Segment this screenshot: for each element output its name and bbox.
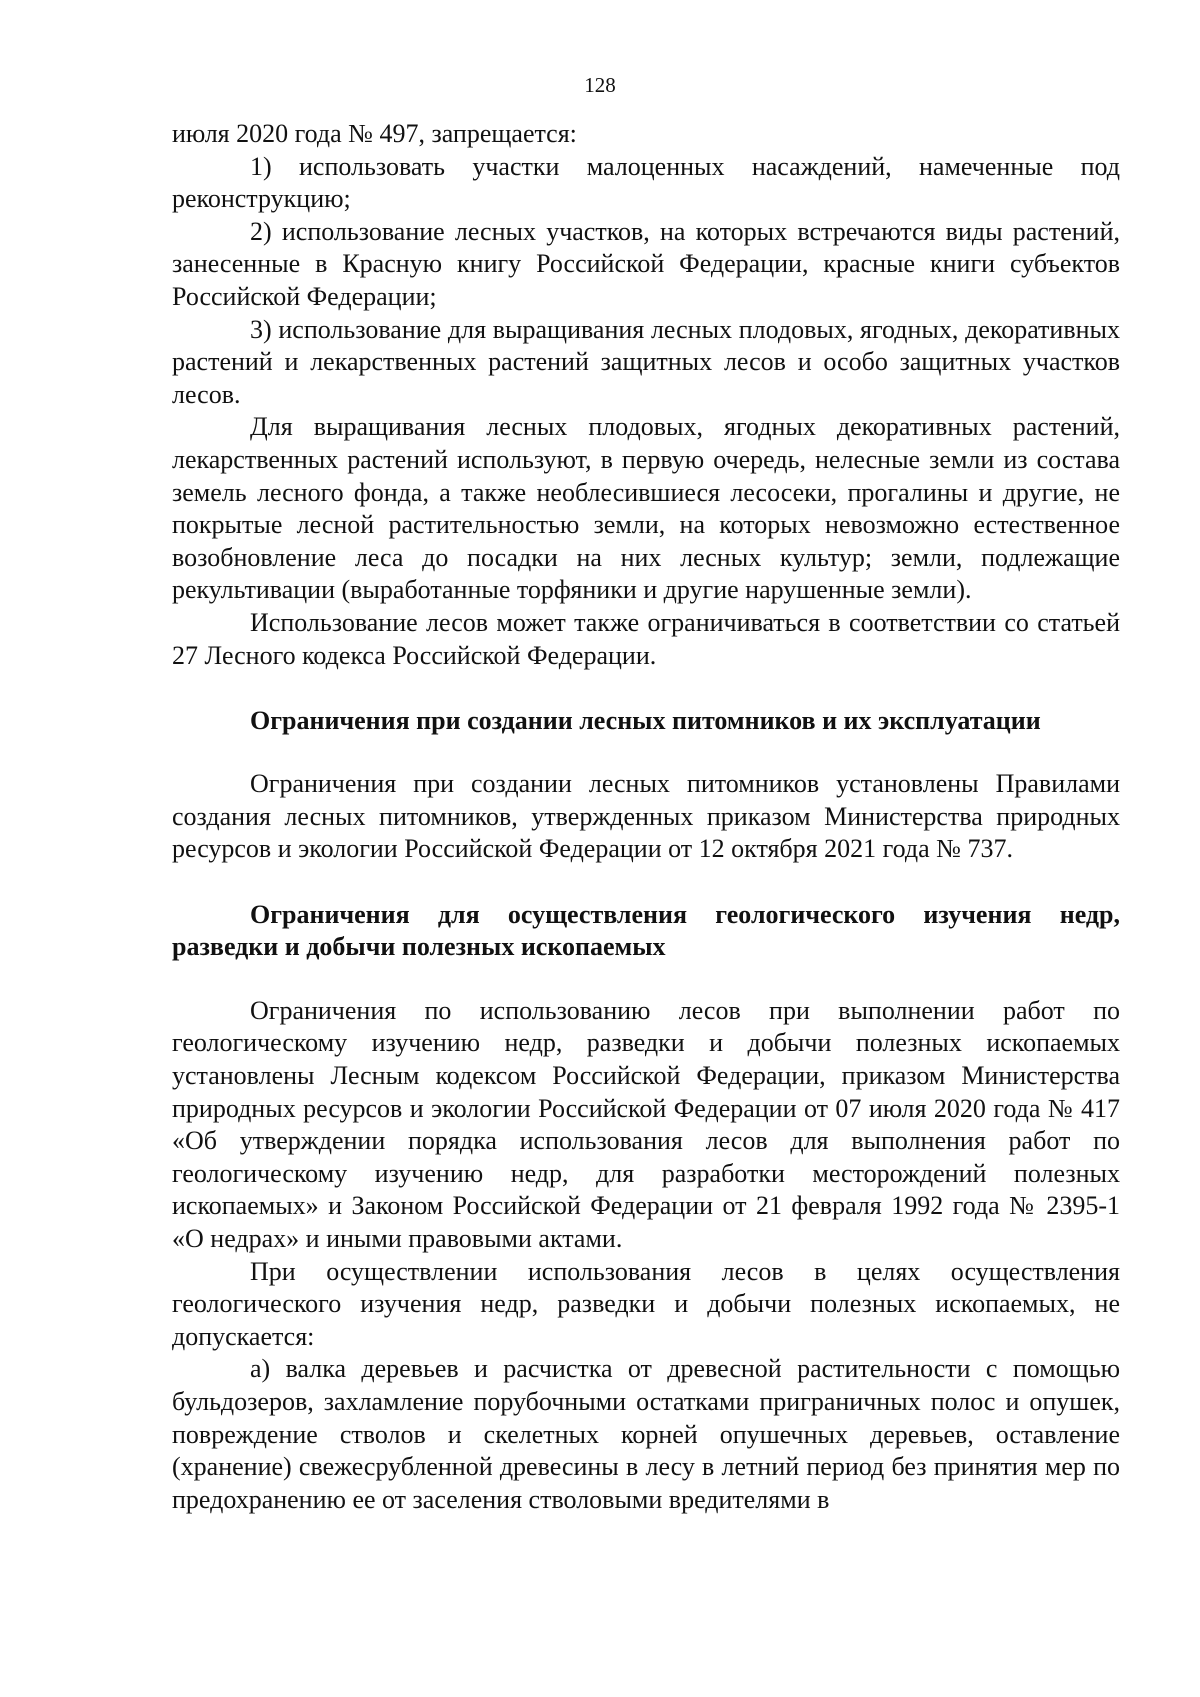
paragraph-geology-restrictions: Ограничения по использованию лесов при выполнении работ по геологическому изучению недр, разведки и добычи полезных ископаемых установлены Лесным кодексом Российской Федерации, приказом Министерства природных ресурсов и экологии Российской Федерации от 07 июля 2020 года № 417 «Об утверждении порядка использования лесов для выполнения работ по геологическому изучению недр, для разработки месторождений полезных ископаемых» и Законом Российской Федерации от 21 февраля 1992 года № 2395-1 «О недрах» и иными правовыми актами.	[172, 995, 1120, 1253]
spacer	[172, 737, 1120, 768]
spacer	[172, 672, 1120, 705]
list-item-a: а) валка деревьев и расчистка от древесной растительности с помощью бульдозеров, захламление порубочными остатками приграничных полос и опушек, повреждение стволов и скелетных корней опушечных деревьев, оставление (хранение) свежесрубленной древесины в лесу в летний период без принятия мер по предохранению ее от заселения стволовыми вредителями в	[172, 1354, 1120, 1514]
paragraph-cultivation-lands: Для выращивания лесных плодовых, ягодных декоративных растений, лекарственных растений используют, в первую очередь, нелесные земли из состава земель лесного фонда, а также необлесившиеся лесосеки, прогалины и другие, не покрытые лесной растительностью земли, на которых невозможно естественное возобновление леса до посадки на них лесных культур; земли, подлежащие рекультивации (выработанные торфяники и другие нарушенные земли).	[172, 412, 1120, 605]
section-heading-geology: Ограничения для осуществления геологического изучения недр, разведки и добычи полезных ископаемых	[172, 899, 1120, 962]
paragraph-continuation: июля 2020 года № 497, запрещается:	[172, 119, 577, 148]
paragraph-nursery-rules: Ограничения при создании лесных питомников установлены Правилами создания лесных питомников, утвержденных приказом Министерства природных ресурсов и экологии Российской Федерации от 12 октября 2021 года № 737.	[172, 769, 1120, 864]
document-body	[172, 118, 1120, 1516]
spacer	[172, 866, 1120, 899]
page-number: 128	[584, 73, 616, 97]
section-heading-nurseries: Ограничения при создании лесных питомников и их эксплуатации	[250, 705, 1041, 735]
paragraph-not-allowed: При осуществлении использования лесов в целях осуществления геологического изучения недр, разведки и добычи полезных ископаемых, не допускается:	[172, 1256, 1120, 1351]
spacer	[172, 964, 1120, 995]
list-item-1: 1) использовать участки малоценных насаждений, намеченные под реконструкцию;	[172, 151, 1120, 214]
list-item-2: 2) использование лесных участков, на которых встречаются виды растений, занесенные в Красную книгу Российской Федерации, красные книги субъектов Российской Федерации;	[172, 216, 1120, 311]
paragraph-article-27: Использование лесов может также ограничиваться в соответствии со статьей 27 Лесного кодекса Российской Федерации.	[172, 607, 1120, 670]
list-item-3: 3) использование для выращивания лесных плодовых, ягодных, декоративных растений и лекарственных растений защитных лесов и особо защитных участков лесов.	[172, 314, 1120, 409]
